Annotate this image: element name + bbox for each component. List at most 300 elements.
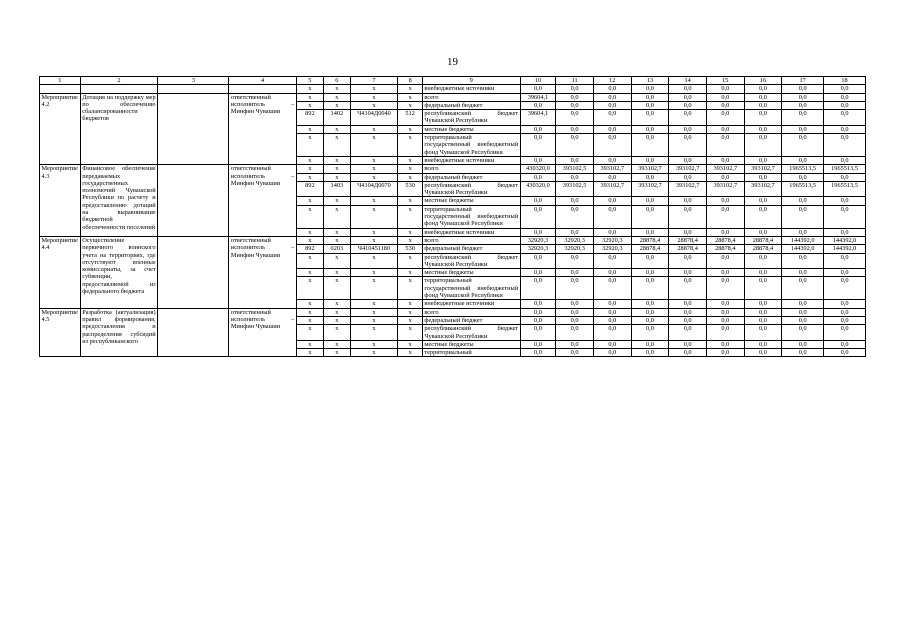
code-cell: x	[324, 308, 350, 316]
funding-source: территориальный государственный внебюджетный фонд Чувашской Республики	[424, 205, 519, 228]
funding-source: федеральный бюджет	[422, 245, 520, 253]
value-cell: 0,0	[744, 101, 782, 109]
value-cell: 0,0	[706, 125, 744, 133]
value-cell: 0,0	[669, 269, 707, 277]
code-cell: 1402	[324, 110, 350, 126]
value-cell: 0,0	[593, 197, 631, 205]
funding-source: республиканский бюджет Чувашской Республики	[424, 181, 519, 197]
value-cell: 393102,7	[744, 165, 782, 173]
funding-source: местные бюджеты	[422, 197, 520, 205]
value-cell: 0,0	[556, 340, 594, 348]
code-cell: x	[324, 316, 350, 324]
value-cell: 0,0	[744, 173, 782, 181]
value-cell: 0,0	[706, 93, 744, 101]
column-number: 16	[744, 77, 782, 85]
value-cell: 0,0	[631, 101, 669, 109]
value-cell: 0,0	[782, 269, 824, 277]
code-cell: x	[324, 300, 350, 308]
value-cell: 0,0	[782, 253, 824, 269]
value-cell: 0,0	[782, 93, 824, 101]
code-cell: x	[398, 173, 422, 181]
value-cell: 28878,4	[706, 245, 744, 253]
funding-source: всего	[422, 236, 520, 244]
column-number: 4	[229, 77, 296, 85]
value-cell: 0,0	[669, 316, 707, 324]
value-cell: 0,0	[593, 300, 631, 308]
value-cell: 0,0	[824, 101, 866, 109]
value-cell: 0,0	[631, 269, 669, 277]
value-cell: 0,0	[669, 156, 707, 164]
measure-executor: ответственный исполнитель – Минфин Чувашии	[229, 165, 296, 237]
value-cell: 0,0	[520, 228, 556, 236]
value-cell: 0,0	[744, 316, 782, 324]
value-cell: 0,0	[824, 316, 866, 324]
value-cell: 0,0	[631, 173, 669, 181]
value-cell: 0,0	[631, 300, 669, 308]
value-cell: 393102,7	[593, 165, 631, 173]
value-cell: 0,0	[593, 156, 631, 164]
value-cell: 393102,5	[556, 181, 594, 197]
value-cell: 0,0	[782, 110, 824, 126]
value-cell: 0,0	[706, 101, 744, 109]
value-cell: 0,0	[593, 349, 631, 357]
funding-source: территориальный	[422, 349, 520, 357]
value-cell: 0,0	[744, 85, 782, 93]
funding-source: местные бюджеты	[422, 340, 520, 348]
value-cell: 28878,4	[744, 245, 782, 253]
code-cell: x	[350, 308, 398, 316]
code-cell: x	[350, 316, 398, 324]
code-cell: x	[296, 316, 323, 324]
value-cell: 0,0	[520, 300, 556, 308]
value-cell: 0,0	[520, 156, 556, 164]
value-cell: 0,0	[669, 253, 707, 269]
value-cell: 0,0	[706, 316, 744, 324]
code-cell: x	[296, 325, 323, 341]
value-cell: 0,0	[782, 325, 824, 341]
value-cell: 0,0	[824, 125, 866, 133]
value-cell: 0,0	[824, 93, 866, 101]
code-cell: x	[296, 253, 323, 269]
funding-source: всего	[422, 165, 520, 173]
value-cell: 0,0	[824, 197, 866, 205]
value-cell: 0,0	[706, 110, 744, 126]
value-cell: 0,0	[520, 349, 556, 357]
value-cell: 0,0	[520, 316, 556, 324]
value-cell: 0,0	[824, 300, 866, 308]
column-number: 3	[158, 77, 229, 85]
value-cell: 0,0	[706, 340, 744, 348]
value-cell: 32920,3	[556, 245, 594, 253]
value-cell: 0,0	[706, 277, 744, 300]
value-cell: 0,0	[593, 205, 631, 228]
value-cell: 1965513,5	[782, 165, 824, 173]
code-cell: x	[324, 93, 350, 101]
value-cell: 0,0	[669, 300, 707, 308]
value-cell: 0,0	[520, 253, 556, 269]
code-cell: x	[398, 228, 422, 236]
value-cell: 0,0	[744, 300, 782, 308]
code-cell: Ч4104Д0040	[350, 110, 398, 126]
column-number: 17	[782, 77, 824, 85]
code-cell: 892	[296, 181, 323, 197]
value-cell: 28878,4	[669, 236, 707, 244]
value-cell: 0,0	[824, 228, 866, 236]
table-row	[40, 85, 866, 93]
value-cell: 0,0	[782, 300, 824, 308]
code-cell: x	[296, 269, 323, 277]
value-cell: 0,0	[744, 134, 782, 157]
value-cell: 0,0	[556, 197, 594, 205]
value-cell: 0,0	[824, 173, 866, 181]
value-cell: 0,0	[593, 325, 631, 341]
value-cell: 0,0	[556, 93, 594, 101]
code-cell: x	[398, 308, 422, 316]
funding-source: федеральный бюджет	[422, 316, 520, 324]
value-cell: 0,0	[744, 325, 782, 341]
code-cell: x	[296, 205, 323, 228]
value-cell: 0,0	[556, 101, 594, 109]
code-cell: x	[324, 228, 350, 236]
code-cell: 892	[296, 110, 323, 126]
table-row	[40, 93, 866, 101]
code-cell: x	[324, 277, 350, 300]
code-cell: Ч4104Д0070	[350, 181, 398, 197]
funding-source: местные бюджеты	[422, 269, 520, 277]
empty-cell	[158, 85, 229, 93]
value-cell: 0,0	[669, 277, 707, 300]
value-cell: 0,0	[520, 269, 556, 277]
code-cell: 512	[398, 110, 422, 126]
value-cell: 0,0	[631, 134, 669, 157]
value-cell: 0,0	[520, 197, 556, 205]
code-cell: 0203	[324, 245, 350, 253]
code-cell: x	[398, 300, 422, 308]
code-cell: x	[398, 236, 422, 244]
value-cell: 393102,7	[744, 181, 782, 197]
value-cell: 0,0	[824, 110, 866, 126]
value-cell: 0,0	[556, 85, 594, 93]
code-cell: x	[350, 205, 398, 228]
measure-name: Разработка (актуализация) правил формирования, предоставления и распределения субсидий из республиканского	[80, 308, 157, 357]
value-cell: 0,0	[593, 253, 631, 269]
funding-source: республиканский бюджет Чувашской Республики	[424, 110, 519, 125]
value-cell: 0,0	[556, 228, 594, 236]
value-cell: 0,0	[744, 197, 782, 205]
code-cell: x	[398, 125, 422, 133]
code-cell: x	[398, 101, 422, 109]
value-cell: 0,0	[744, 308, 782, 316]
value-cell: 0,0	[824, 134, 866, 157]
measure-executor: ответственный исполнитель – Минфин Чувашии	[229, 93, 296, 165]
value-cell: 0,0	[593, 101, 631, 109]
value-cell: 0,0	[631, 308, 669, 316]
value-cell: 0,0	[706, 325, 744, 341]
measure-id: Мероприятие 4.4	[40, 236, 81, 308]
value-cell: 0,0	[520, 125, 556, 133]
value-cell: 0,0	[706, 253, 744, 269]
value-cell: 0,0	[744, 340, 782, 348]
value-cell: 144392,0	[782, 245, 824, 253]
funding-source: внебюджетные источники	[422, 156, 520, 164]
value-cell: 430320,0	[520, 181, 556, 197]
value-cell: 0,0	[669, 325, 707, 341]
code-cell: x	[350, 300, 398, 308]
value-cell: 0,0	[782, 156, 824, 164]
value-cell: 0,0	[669, 228, 707, 236]
code-cell: 1403	[324, 181, 350, 197]
empty-cell	[158, 236, 229, 308]
value-cell: 0,0	[520, 134, 556, 157]
code-cell: x	[324, 197, 350, 205]
code-cell: x	[398, 156, 422, 164]
code-cell: x	[324, 165, 350, 173]
code-cell: x	[398, 340, 422, 348]
value-cell: 0,0	[556, 300, 594, 308]
value-cell: 32920,3	[520, 245, 556, 253]
funding-source: всего	[422, 93, 520, 101]
column-number: 13	[631, 77, 669, 85]
value-cell: 0,0	[631, 125, 669, 133]
value-cell: 0,0	[556, 253, 594, 269]
value-cell: 0,0	[631, 253, 669, 269]
value-cell: 0,0	[593, 110, 631, 126]
value-cell: 0,0	[824, 269, 866, 277]
column-number-row	[40, 77, 866, 85]
column-number: 2	[80, 77, 157, 85]
measure-id: Мероприятие 4.5	[40, 308, 81, 357]
value-cell: 0,0	[593, 316, 631, 324]
measure-name: Осуществление первичного воинского учета на территориях, где отсутствуют военные комиссариаты, за счет субвенции, предоставляемой из федерального бюджета	[80, 236, 157, 308]
value-cell: 0,0	[782, 197, 824, 205]
code-cell: 530	[398, 181, 422, 197]
value-cell: 32920,3	[593, 245, 631, 253]
value-cell: 0,0	[706, 308, 744, 316]
code-cell: x	[398, 134, 422, 157]
value-cell: 0,0	[782, 125, 824, 133]
code-cell: x	[324, 325, 350, 341]
code-cell: x	[296, 197, 323, 205]
code-cell: x	[296, 340, 323, 348]
value-cell: 0,0	[631, 349, 669, 357]
code-cell: x	[296, 173, 323, 181]
value-cell: 0,0	[744, 156, 782, 164]
code-cell: x	[350, 340, 398, 348]
value-cell: 430320,0	[520, 165, 556, 173]
value-cell: 0,0	[593, 228, 631, 236]
value-cell: 0,0	[824, 277, 866, 300]
code-cell: x	[398, 197, 422, 205]
value-cell: 0,0	[520, 101, 556, 109]
measure-name: Финансовое обеспечение передаваемых государственных полномочий Чувашской Республики по расчету и предоставлению дотаций на выравнивание бюджетной обеспеченности поселений	[80, 165, 157, 237]
code-cell: x	[296, 165, 323, 173]
code-cell: x	[398, 253, 422, 269]
page-number: 19	[447, 56, 458, 68]
value-cell: 0,0	[706, 197, 744, 205]
value-cell: 0,0	[669, 85, 707, 93]
value-cell: 0,0	[706, 205, 744, 228]
code-cell: x	[324, 340, 350, 348]
code-cell: x	[350, 134, 398, 157]
measure-id: Мероприятие 4.3	[40, 165, 81, 237]
value-cell: 28878,4	[669, 245, 707, 253]
value-cell: 0,0	[706, 300, 744, 308]
value-cell: 0,0	[744, 253, 782, 269]
value-cell: 0,0	[593, 269, 631, 277]
measure-executor: ответственный исполнитель – Минфин Чувашии	[229, 308, 296, 357]
value-cell: 32920,3	[593, 236, 631, 244]
value-cell: 0,0	[782, 134, 824, 157]
value-cell: 0,0	[744, 228, 782, 236]
value-cell: 0,0	[520, 277, 556, 300]
value-cell: 0,0	[556, 325, 594, 341]
code-cell: x	[296, 125, 323, 133]
code-cell: x	[398, 349, 422, 357]
value-cell: 0,0	[824, 156, 866, 164]
empty-cell	[158, 93, 229, 165]
value-cell: 0,0	[556, 277, 594, 300]
code-cell: x	[296, 134, 323, 157]
value-cell: 0,0	[593, 125, 631, 133]
empty-cell	[80, 85, 157, 93]
value-cell: 0,0	[631, 85, 669, 93]
value-cell: 1965513,5	[782, 181, 824, 197]
code-cell: x	[324, 205, 350, 228]
code-cell: x	[350, 165, 398, 173]
measure-executor: ответственный исполнитель – Минфин Чувашии	[229, 236, 296, 308]
value-cell: 0,0	[744, 125, 782, 133]
value-cell: 0,0	[782, 316, 824, 324]
value-cell: 39604,1	[520, 110, 556, 126]
value-cell: 144392,0	[824, 236, 866, 244]
budget-table	[39, 76, 866, 357]
value-cell: 393102,7	[593, 181, 631, 197]
code-cell: x	[350, 85, 398, 93]
value-cell: 0,0	[631, 228, 669, 236]
code-cell: x	[324, 253, 350, 269]
value-cell: 0,0	[706, 156, 744, 164]
value-cell: 393102,7	[706, 181, 744, 197]
value-cell: 144392,0	[782, 236, 824, 244]
column-number: 11	[556, 77, 594, 85]
value-cell: 0,0	[706, 173, 744, 181]
value-cell: 0,0	[593, 93, 631, 101]
code-cell: x	[350, 349, 398, 357]
code-cell: x	[296, 228, 323, 236]
value-cell: 1965513,5	[824, 181, 866, 197]
value-cell: 0,0	[782, 277, 824, 300]
value-cell: 0,0	[824, 325, 866, 341]
value-cell: 393102,5	[556, 165, 594, 173]
value-cell: 0,0	[824, 205, 866, 228]
value-cell: 0,0	[520, 85, 556, 93]
value-cell: 0,0	[593, 85, 631, 93]
code-cell: x	[350, 253, 398, 269]
code-cell: x	[296, 156, 323, 164]
value-cell: 0,0	[744, 93, 782, 101]
code-cell: x	[324, 125, 350, 133]
column-number: 6	[324, 77, 350, 85]
value-cell: 0,0	[706, 134, 744, 157]
value-cell: 0,0	[706, 85, 744, 93]
code-cell: x	[324, 173, 350, 181]
column-number: 10	[520, 77, 556, 85]
value-cell: 0,0	[631, 197, 669, 205]
value-cell: 0,0	[631, 316, 669, 324]
value-cell: 0,0	[593, 308, 631, 316]
value-cell: 393102,7	[669, 181, 707, 197]
table-row	[40, 236, 866, 244]
column-number: 12	[593, 77, 631, 85]
funding-source: местные бюджеты	[422, 125, 520, 133]
funding-source: внебюджетные источники	[422, 300, 520, 308]
funding-source: всего	[422, 308, 520, 316]
value-cell: 39604,1	[520, 93, 556, 101]
funding-source: федеральный бюджет	[422, 101, 520, 109]
value-cell: 32920,3	[520, 236, 556, 244]
value-cell: 0,0	[556, 110, 594, 126]
value-cell: 0,0	[824, 349, 866, 357]
code-cell: x	[296, 236, 323, 244]
value-cell: 393102,7	[706, 165, 744, 173]
code-cell: x	[398, 165, 422, 173]
column-number: 18	[824, 77, 866, 85]
value-cell: 0,0	[520, 205, 556, 228]
value-cell: 0,0	[669, 205, 707, 228]
value-cell: 0,0	[556, 316, 594, 324]
code-cell: x	[350, 156, 398, 164]
value-cell: 0,0	[556, 349, 594, 357]
value-cell: 0,0	[631, 277, 669, 300]
value-cell: 0,0	[556, 134, 594, 157]
empty-cell	[229, 85, 296, 93]
value-cell: 0,0	[631, 205, 669, 228]
code-cell: 892	[296, 245, 323, 253]
code-cell: x	[398, 316, 422, 324]
code-cell: x	[350, 173, 398, 181]
column-number: 7	[350, 77, 398, 85]
value-cell: 0,0	[556, 205, 594, 228]
value-cell: 0,0	[593, 340, 631, 348]
value-cell: 0,0	[782, 340, 824, 348]
value-cell: 0,0	[744, 277, 782, 300]
column-number: 14	[669, 77, 707, 85]
measure-name: Дотация на поддержку мер по обеспечению сбалансированности бюджетов	[80, 93, 157, 165]
value-cell: 0,0	[556, 173, 594, 181]
code-cell: x	[398, 277, 422, 300]
value-cell: 0,0	[669, 93, 707, 101]
code-cell: x	[350, 125, 398, 133]
value-cell: 0,0	[593, 134, 631, 157]
value-cell: 0,0	[669, 110, 707, 126]
value-cell: 0,0	[593, 277, 631, 300]
code-cell: x	[350, 197, 398, 205]
code-cell: x	[350, 236, 398, 244]
value-cell: 0,0	[669, 134, 707, 157]
empty-cell	[158, 308, 229, 357]
value-cell: 0,0	[706, 269, 744, 277]
code-cell: x	[350, 93, 398, 101]
value-cell: 0,0	[744, 349, 782, 357]
empty-cell	[158, 165, 229, 237]
value-cell: 393102,7	[631, 165, 669, 173]
value-cell: 0,0	[782, 101, 824, 109]
value-cell: 0,0	[520, 325, 556, 341]
value-cell: 0,0	[669, 349, 707, 357]
value-cell: 0,0	[631, 110, 669, 126]
column-number: 9	[422, 77, 520, 85]
value-cell: 0,0	[669, 340, 707, 348]
